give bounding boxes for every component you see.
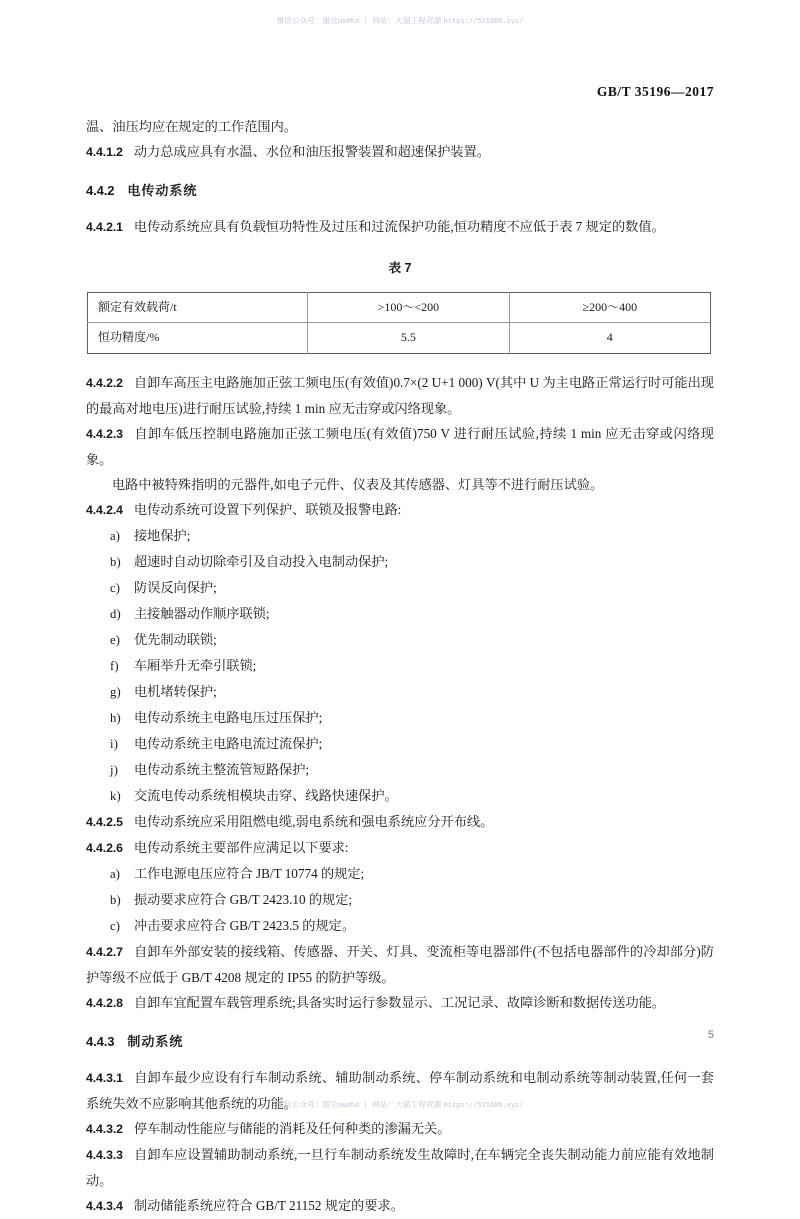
clause-4-4-3-3 [86, 1142, 714, 1193]
table-cell-label: 额定有效载荷/t [88, 293, 308, 323]
list-item [86, 887, 714, 913]
list-item-marker: b) [110, 554, 121, 569]
clause-number: 4.4.3.3 [86, 1147, 123, 1162]
clause-4-4-3-4 [86, 1193, 714, 1219]
list-item-text: 电传动系统主整流管短路保护; [134, 761, 310, 777]
lead-line: 温、油压均应在规定的工作范围内。 [86, 119, 297, 134]
clause-4-4-2-8 [86, 990, 714, 1016]
heading-number: 4.4.3 [86, 1033, 115, 1049]
list-item-text: 车厢举升无牵引联锁; [134, 657, 257, 673]
clause-number: 4.4.2.4 [86, 502, 123, 517]
heading-4-4-2 [86, 165, 714, 214]
list-item-marker: c) [110, 918, 121, 933]
clause-4-4-2-3 [86, 421, 714, 472]
list-item [86, 757, 714, 783]
heading-title: 制动系统 [127, 1033, 184, 1049]
clause-number: 4.4.2.5 [86, 814, 123, 829]
list-item-text: 主接触器动作顺序联锁; [134, 605, 270, 621]
clause-text: 自卸车宜配置车载管理系统;具备实时运行参数显示、工况记录、故障诊断和数据传送功能。 [133, 994, 666, 1010]
watermark-top [0, 15, 800, 26]
list-item-marker: g) [110, 684, 121, 699]
list-item-marker: j) [110, 762, 119, 777]
list-item [86, 575, 714, 601]
running-header-standard-number: GB/T 35196—2017 [596, 84, 714, 99]
watermark-separator: | [364, 1100, 367, 1109]
heading-title: 电传动系统 [127, 183, 198, 198]
table-cell-value: 4 [509, 323, 710, 353]
list-item [86, 679, 714, 705]
table-7 [87, 292, 711, 354]
list-item-text: 电机堵转保护; [134, 683, 217, 699]
clause-text: 自卸车应设置辅助制动系统,一旦行车制动系统发生故障时,在车辆完全丧失制动能力前应能有效地制动。 [86, 1146, 714, 1188]
clause-text: 自卸车最少应设有行车制动系统、辅助制动系统、停车制动系统和电制动系统等制动装置,任何一套系统失效不应影响其他系统的功能。 [86, 1069, 714, 1111]
list-item-marker: c) [110, 580, 121, 595]
note-4-4-2-3: 电路中被特殊指明的元器件,如电子元件、仪表及其传感器、灯具等不进行耐压试验。 [112, 476, 604, 492]
clause-4-4-2-6 [86, 835, 714, 861]
list-item-text: 优先制动联锁; [134, 631, 217, 647]
clause-number: 4.4.2.7 [86, 944, 123, 959]
list-item [86, 705, 714, 731]
list-item-text: 冲击要求应符合 GB/T 2423.5 的规定。 [134, 917, 356, 933]
table-row [88, 323, 711, 353]
clause-number: 4.4.3.1 [86, 1070, 123, 1085]
table-cell-value: ≥200～400 [509, 293, 710, 323]
list-item-marker: i) [110, 736, 119, 751]
watermark-site-label: 网站：大猫工程资源 [372, 1100, 442, 1109]
watermark-site-label: 网站：大猫工程资源 [372, 16, 442, 25]
list-item [86, 549, 714, 575]
clause-text: 电传动系统主要部件应满足以下要求: [133, 839, 349, 855]
clause-text: 动力总成应具有水温、水位和油压报警装置和超速保护装置。 [133, 144, 490, 159]
watermark-bottom [0, 1099, 800, 1110]
list-item-marker: b) [110, 892, 121, 907]
clause-number: 4.4.3.4 [86, 1198, 123, 1213]
list-4-4-2-4 [86, 523, 714, 809]
list-item [86, 861, 714, 887]
clause-4-4-2-1 [86, 214, 714, 240]
list-item [86, 731, 714, 757]
list-item-text: 电传动系统主电路电流过流保护; [134, 735, 323, 751]
clause-text: 电传动系统可设置下列保护、联锁及报警电路: [133, 501, 402, 517]
clause-text: 电传动系统应采用阻燃电缆,弱电系统和强电系统应分开布线。 [133, 813, 494, 829]
clause-4-4-2-5 [86, 809, 714, 835]
clause-text: 自卸车外部安装的接线箱、传感器、开关、灯具、变流柜等电器部件(不包括电器部件的冷却部分)防护等级不应低于 GB/T 4208 规定的 IP55 的防护等级。 [86, 943, 714, 985]
list-item [86, 627, 714, 653]
table-cell-value: >100～<200 [308, 293, 509, 323]
clause-text: 制动储能系统应符合 GB/T 21152 规定的要求。 [133, 1197, 404, 1213]
page-number: 5 [707, 1029, 714, 1041]
clause-text: 电传动系统应具有负载恒功特性及过压和过流保护功能,恒功精度不应低于表 7 规定的数值。 [133, 219, 665, 234]
list-item-text: 超速时自动切除牵引及自动投入电制动保护; [134, 553, 389, 569]
clause-4-4-2-2 [86, 354, 714, 421]
watermark-account-label: 微信公众号：服兑useful [276, 16, 360, 25]
list-item-text: 防误反向保护; [134, 579, 217, 595]
list-item-text: 电传动系统主电路电压过压保护; [134, 709, 323, 725]
clause-text: 停车制动性能应与储能的消耗及任何种类的渗漏无关。 [133, 1120, 451, 1136]
list-item-text: 接地保护; [134, 527, 191, 543]
list-item-marker: d) [110, 606, 121, 621]
clause-number: 4.4.3.2 [86, 1121, 123, 1136]
list-item [86, 523, 714, 549]
watermark-url: https://521686.xyz/ [443, 1102, 524, 1110]
list-item-marker: f) [110, 658, 119, 673]
list-item-marker: e) [110, 632, 121, 647]
table-7-caption: 表 7 [388, 261, 412, 275]
heading-number: 4.4.2 [86, 183, 115, 198]
list-item-text: 工作电源电压应符合 JB/T 10774 的规定; [134, 865, 365, 881]
list-item-text: 振动要求应符合 GB/T 2423.10 的规定; [134, 891, 353, 907]
clause-number: 4.4.2.2 [86, 375, 123, 390]
watermark-separator: | [364, 16, 367, 25]
clause-4-4-2-7 [86, 939, 714, 990]
watermark-account-label: 微信公众号：服兑useful [276, 1100, 360, 1109]
list-item [86, 601, 714, 627]
clause-4-4-3-2 [86, 1116, 714, 1142]
clause-number: 4.4.2.1 [86, 220, 123, 234]
table-row [88, 293, 711, 323]
list-4-4-2-6 [86, 861, 714, 939]
list-item [86, 653, 714, 679]
table-cell-value: 5.5 [308, 323, 509, 353]
table-cell-label: 恒功精度/% [88, 323, 308, 353]
clause-4-4-1-2 [86, 139, 714, 165]
clause-number: 4.4.2.6 [86, 840, 123, 855]
list-item [86, 913, 714, 939]
clause-text: 自卸车低压控制电路施加正弦工频电压(有效值)750 V 进行耐压试验,持续 1 min 应无击穿或闪络现象。 [86, 425, 714, 467]
clause-number: 4.4.2.8 [86, 995, 123, 1010]
clause-number: 4.4.2.3 [86, 426, 123, 441]
list-item-marker: k) [110, 788, 121, 803]
list-item [86, 783, 714, 809]
clause-text: 自卸车高压主电路施加正弦工频电压(有效值)0.7×(2 U+1 000) V(其中 U 为主电路正常运行时可能出现的最高对地电压)进行耐压试验,持续 1 min 应无击穿或闪络现象。 [86, 374, 714, 416]
page-content [86, 114, 714, 1219]
list-item-text: 交流电传动系统相模块击穿、线路快速保护。 [134, 787, 398, 803]
list-item-marker: a) [110, 528, 121, 543]
watermark-url: https://521686.xyz/ [443, 18, 524, 26]
list-item-marker: a) [110, 866, 121, 881]
clause-number: 4.4.1.2 [86, 145, 123, 159]
list-item-marker: h) [110, 710, 121, 725]
clause-4-4-2-4 [86, 497, 714, 523]
